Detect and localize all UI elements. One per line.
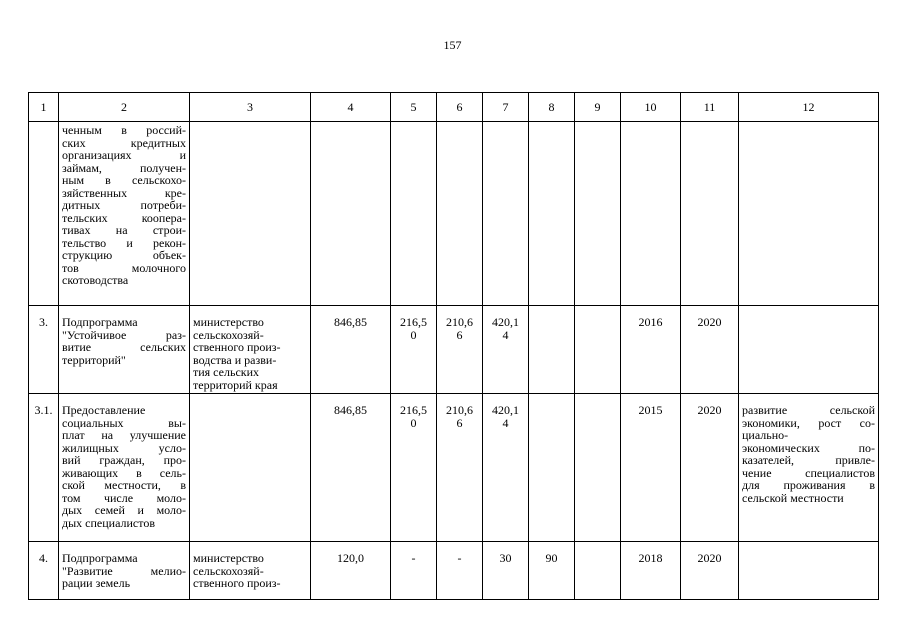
cell-line: организациях и [62,148,186,162]
total-cell: 120,0 [311,542,391,600]
cell-line: ской местности, в [62,478,186,492]
cell-line: Предоставление [62,403,146,417]
cell-line: ственного произ- [193,576,281,590]
cell-line: 6 [456,327,463,342]
c8-value-cell: 90 [529,542,575,600]
column-header: 3 [190,93,311,122]
c6-value-cell [437,542,483,600]
c7-value-cell [483,542,529,600]
end-year-cell: 2020 [681,542,739,600]
cell-line: 6 [456,415,463,430]
row-number-cell: 3. [29,306,59,394]
cell-line: "Развитие мелио- [62,563,186,578]
cell-line: 420,1 [492,403,519,417]
cell-line: зяйственных кре- [62,185,186,200]
cell-line: экономики, рост со- [742,415,875,430]
cell-line: ственного произ- [193,340,281,354]
cell-line: 216,5 [400,403,427,417]
cell-line: ным в сельскохо- [62,173,186,187]
cell-line: 420,1 [492,315,519,329]
column-header: 5 [391,93,437,122]
responsible-cell [190,394,311,542]
cell-line: - [411,551,416,565]
name-cell [59,122,190,306]
cell-line: чение специалистов [742,465,875,480]
cell-line: плат на улучшение [62,428,186,442]
end-year-cell: 2020 [681,394,739,542]
total-cell [311,122,391,306]
program-table [28,92,879,600]
cell-line: струкцию объек- [62,248,186,262]
row-number-cell: 4. [29,542,59,600]
cell-line: Подпрограмма [62,315,138,329]
cell-line: 0 [410,415,417,430]
cell-line: Подпрограмма [62,551,138,565]
cell-line: 210,6 [446,403,473,417]
c5-value-cell [391,394,437,542]
row-number-cell [29,122,59,306]
start-year-cell [621,122,681,306]
table-row [29,122,879,306]
table-row [29,306,879,394]
cell-line: территорий" [62,352,126,367]
responsible-cell [190,122,311,306]
column-header: 4 [311,93,391,122]
c6-value-cell [437,394,483,542]
cell-line: экономических по- [742,440,875,455]
end-year-cell [681,122,739,306]
c5-value-cell [391,306,437,394]
result-cell [739,394,879,542]
end-year-cell: 2020 [681,306,739,394]
cell-line: дых семей и моло- [62,503,186,517]
column-header: 11 [681,93,739,122]
c6-value-cell [437,122,483,306]
cell-line: ских кредитных [62,135,186,150]
cell-line: дых специалистов [62,515,156,530]
c5-value-cell [391,542,437,600]
cell-line: сельскохозяй- [193,327,264,342]
cell-line: 0 [410,327,417,342]
column-header: 8 [529,93,575,122]
cell-line: скотоводства [62,273,129,287]
cell-line: развитие сельской [742,403,875,417]
column-header: 2 [59,93,190,122]
cell-line: ченным в россий- [62,123,186,137]
name-cell [59,306,190,394]
cell-line: 210,6 [446,315,473,329]
table-row [29,542,879,600]
responsible-cell [190,542,311,600]
cell-line: 216,5 [400,315,427,329]
cell-line: вий граждан, про- [62,453,186,467]
cell-line: жилищных усло- [62,440,186,455]
start-year-cell: 2015 [621,394,681,542]
cell-line: сельскохозяй- [193,563,264,578]
responsible-cell [190,306,311,394]
cell-line: казателей, привле- [742,453,875,467]
start-year-cell: 2018 [621,542,681,600]
c7-value-cell [483,306,529,394]
c5-value-cell [391,122,437,306]
cell-line: тивах на строи- [62,223,186,237]
result-cell [739,306,879,394]
result-cell [739,542,879,600]
cell-line: водства и разви- [193,352,277,367]
total-cell: 846,85 [311,306,391,394]
c8-value-cell [529,394,575,542]
cell-line: социальных вы- [62,415,186,430]
cell-line: министерство [193,315,264,329]
page-number: 157 [443,38,462,52]
cell-line: министерство [193,551,264,565]
cell-line: том числе моло- [62,490,186,505]
cell-line: сельской местности [742,490,844,505]
total-cell: 846,85 [311,394,391,542]
cell-line: тельских коопера- [62,210,186,225]
c9-value-cell [575,306,621,394]
cell-line: тельство и рекон- [62,235,186,250]
cell-line: территорий края [193,377,278,392]
result-cell [739,122,879,306]
c8-value-cell [529,122,575,306]
cell-line: 4 [502,327,509,342]
cell-line: займам, получен- [62,160,186,175]
cell-line: циально- [742,428,789,442]
cell-line: витие сельских [62,340,186,354]
column-header: 1 [29,93,59,122]
c9-value-cell [575,122,621,306]
cell-line: 30 [499,551,512,565]
cell-line: тов молочного [62,260,186,275]
c8-value-cell [529,306,575,394]
cell-line: живающих в сель- [62,465,186,480]
cell-line: тия сельских [193,365,260,379]
header-row [29,93,879,122]
name-cell [59,394,190,542]
column-header: 10 [621,93,681,122]
c7-value-cell [483,394,529,542]
cell-line: - [457,551,462,565]
column-header: 7 [483,93,529,122]
table-row [29,394,879,542]
c7-value-cell [483,122,529,306]
cell-line: дитных потреби- [62,198,186,212]
c9-value-cell [575,394,621,542]
cell-line: "Устойчивое раз- [62,327,186,342]
start-year-cell: 2016 [621,306,681,394]
cell-line: 4 [502,415,509,430]
name-cell [59,542,190,600]
c6-value-cell [437,306,483,394]
cell-line: рации земель [62,576,131,590]
row-number-cell: 3.1. [29,394,59,542]
column-header: 12 [739,93,879,122]
c9-value-cell [575,542,621,600]
column-header: 6 [437,93,483,122]
column-header: 9 [575,93,621,122]
cell-line: для проживания в [742,478,875,492]
